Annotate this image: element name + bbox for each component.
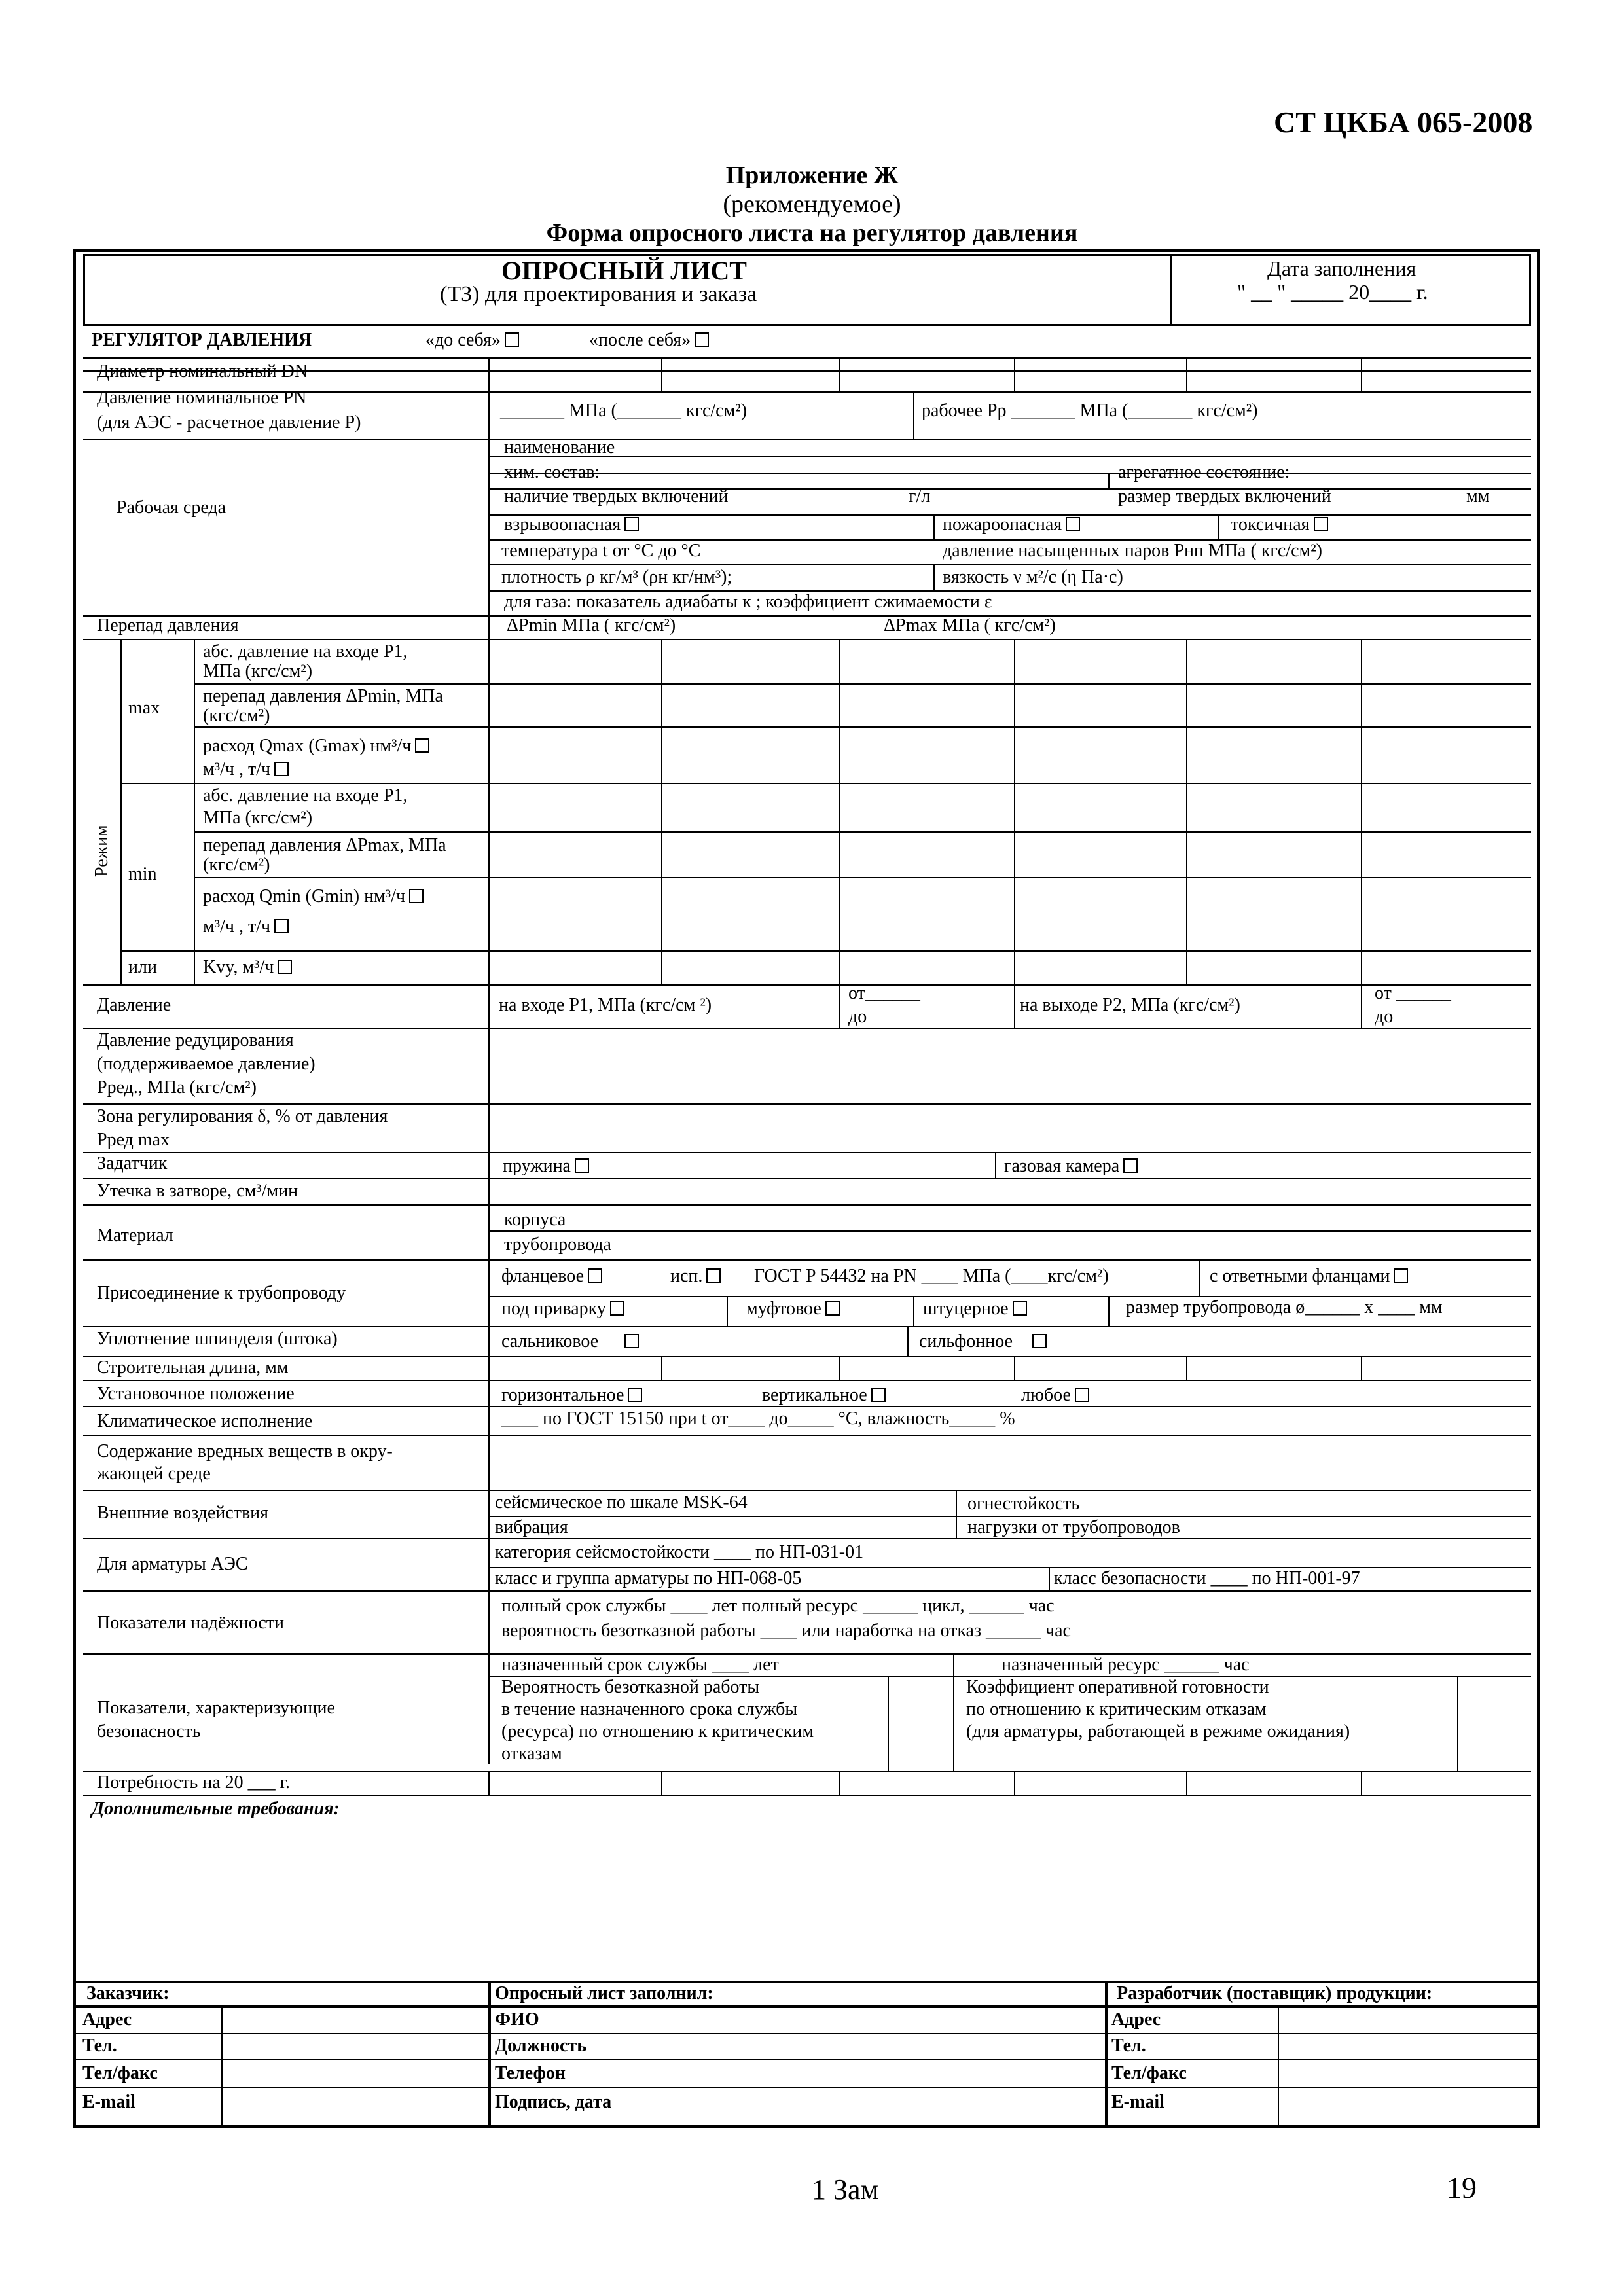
bellows-option: сильфонное (919, 1331, 1047, 1352)
max-q-line2: м³/ч , т/ч (203, 759, 289, 780)
vertical-checkbox[interactable] (871, 1388, 886, 1402)
extra-requirements-label: Дополнительные требования: (92, 1799, 340, 1819)
customer-tel: Тел. (82, 2036, 117, 2056)
length-label: Строительная длина, мм (97, 1357, 289, 1378)
qmin-th-checkbox[interactable] (274, 919, 289, 933)
coef-line2: по отношению к критическим отказам (966, 1699, 1267, 1719)
customer-address: Адрес (82, 2009, 132, 2030)
qmin-nm3-checkbox[interactable] (409, 889, 424, 903)
pin-option: штуцерное (923, 1299, 1027, 1319)
horizontal-option: горизонтальное (501, 1385, 642, 1406)
date-label: Дата заполнения (1267, 257, 1416, 280)
climate-value: ____ по ГОСТ 15150 при t от____ до_____ °С, влажность_____ % (501, 1408, 1015, 1429)
max-label: max (128, 698, 160, 718)
kv-label: Kvy, м³/ч (203, 957, 292, 978)
min-q-line2: м³/ч , т/ч (203, 916, 289, 937)
developer-address: Адрес (1111, 2009, 1161, 2030)
prob-line2: в течение назначенного срока службы (501, 1699, 798, 1719)
pressure-out: на выходе P2, МПа (кгс/см²) (1020, 995, 1240, 1015)
appendix-title: Приложение Ж (725, 162, 899, 189)
any-checkbox[interactable] (1075, 1388, 1089, 1402)
medium-solid: наличие твердых включений (504, 486, 729, 507)
min-q-line1: расход Qmin (Gmin) нм³/ч (203, 886, 424, 907)
change-note: 1 Зам (812, 2174, 879, 2206)
medium-size: размер твердых включений (1118, 486, 1331, 507)
external-label: Внешние воздействия (97, 1503, 269, 1523)
gland-option: сальниковое (501, 1331, 639, 1352)
bellows-checkbox[interactable] (1032, 1334, 1047, 1348)
dp-max-field: ΔPmax МПа ( кгс/см²) (884, 615, 1056, 636)
appendix-note: (рекомендуемое) (723, 190, 901, 218)
filled-by-header: Опросный лист заполнил: (495, 1983, 713, 2003)
prob-line1: Вероятность безотказной работы (501, 1677, 760, 1697)
npp-label: Для арматуры АЭС (97, 1554, 248, 1574)
medium-fire: пожароопасная (943, 514, 1080, 535)
medium-viscosity: вязкость ν м²/с (η Па·с) (943, 567, 1123, 587)
filler-signature: Подпись, дата (495, 2092, 612, 2112)
medium-label: Рабочая среда (117, 497, 226, 518)
min-label: min (128, 864, 157, 884)
qmax-nm3-checkbox[interactable] (415, 738, 429, 753)
pressure-in-to[interactable]: до (848, 1007, 867, 1027)
pressure-in-from[interactable]: от______ (848, 983, 920, 1003)
min-dpmax-line2: (кгс/см²) (203, 855, 270, 875)
filler-phone: Телефон (495, 2063, 566, 2083)
material-body: корпуса (504, 1210, 566, 1230)
counter-flange-option: с ответными фланцами (1210, 1266, 1408, 1287)
coupling-checkbox[interactable] (825, 1301, 840, 1316)
max-q-line1: расход Qmax (Gmax) нм³/ч (203, 736, 429, 757)
vibration-field: вибрация (495, 1517, 568, 1537)
or-label: или (128, 957, 157, 977)
max-p1-line2: МПа (кгс/см²) (203, 661, 313, 681)
explosive-checkbox[interactable] (624, 517, 639, 531)
standard-code: СТ ЦКБА 065-2008 (1274, 105, 1533, 139)
medium-mm: мм (1466, 486, 1490, 507)
spring-checkbox[interactable] (575, 1158, 589, 1173)
pipe-load-field: нагрузки от трубопроводов (967, 1517, 1180, 1537)
customer-email: E-mail (82, 2092, 135, 2112)
coef-line1: Коэффициент оперативной готовности (966, 1677, 1269, 1697)
medium-chem: хим. состав: (504, 462, 600, 482)
class-group-field: класс и группа арматуры по НП-068-05 (495, 1568, 802, 1588)
regulator-label: РЕГУЛЯТОР ДАВЛЕНИЯ (92, 330, 312, 350)
developer-fax: Тел/факс (1111, 2063, 1187, 2083)
filler-fio: ФИО (495, 2009, 539, 2030)
questionnaire-title: ОПРОСНЫЙ ЛИСТ (501, 256, 747, 285)
seismic-field: сейсмическое по шкале MSK-64 (495, 1492, 748, 1513)
reliability-prob-field: вероятность безотказной работы ____ или наработка на отказ ______ час (501, 1621, 1071, 1641)
max-dpmin-line2: (кгс/см²) (203, 706, 270, 726)
prob-line3: (ресурса) по отношению к критическим (501, 1721, 814, 1742)
gas-chamber-option: газовая камера (1004, 1156, 1138, 1177)
setter-label: Задатчик (97, 1153, 168, 1174)
pin-checkbox[interactable] (1013, 1301, 1027, 1316)
prob-line4: отказам (501, 1744, 562, 1764)
medium-explosive: взрывоопасная (504, 514, 639, 535)
pressure-in: на входе P1, МПа (кгс/см ²) (499, 995, 712, 1015)
gost-field: ГОСТ Р 54432 на PN ____ МПа (____кгс/см²) (754, 1266, 1109, 1286)
before-label: «до себя» (425, 330, 519, 351)
reliability-label: Показатели надёжности (97, 1613, 284, 1633)
material-label: Материал (97, 1225, 173, 1246)
pipe-size-field: размер трубопровода ø______ х ____ мм (1126, 1297, 1443, 1318)
any-option: любое (1021, 1385, 1089, 1406)
medium-name: наименование (504, 437, 615, 457)
pn-work-field[interactable]: рабочее Pр _______ МПа (_______ кгс/см²) (922, 401, 1258, 421)
min-p1-line1: абс. давление на входе P1, (203, 785, 408, 806)
counter-flange-checkbox[interactable] (1394, 1268, 1408, 1283)
min-p1-line2: МПа (кгс/см²) (203, 808, 313, 828)
form-title: Форма опросного листа на регулятор давления (546, 219, 1078, 247)
harmful-line1: Содержание вредных веществ в окру- (97, 1441, 393, 1462)
min-dpmax-line1: перепад давления ΔPmax, МПа (203, 835, 446, 855)
pn-label-npp: (для АЭС - расчетное давление P) (97, 412, 361, 433)
qmax-th-checkbox[interactable] (274, 762, 289, 776)
weld-checkbox[interactable] (610, 1301, 624, 1316)
assigned-resource-field: назначенный ресурс ______ час (1001, 1655, 1250, 1675)
filler-position: Должность (495, 2036, 587, 2056)
mode-label: Режим (92, 825, 112, 877)
safety-line1: Показатели, характеризующие (97, 1698, 335, 1718)
flange-option: фланцевое (501, 1266, 602, 1287)
pn-label: Давление номинальное PN (97, 387, 307, 408)
pressure-out-to[interactable]: до (1375, 1007, 1394, 1027)
climate-label: Климатическое исполнение (97, 1411, 313, 1431)
developer-tel: Тел. (1111, 2036, 1146, 2056)
leak-label: Утечка в затворе, см³/мин (97, 1181, 298, 1201)
coef-line3: (для арматуры, работающей в режиме ожидания) (966, 1721, 1350, 1742)
material-pipe: трубопровода (504, 1234, 611, 1255)
dn-label: Диаметр номинальный DN (97, 361, 308, 382)
pn-mpa-field[interactable]: _______ МПа (_______ кгс/см²) (500, 401, 748, 421)
safety-line2: безопасность (97, 1721, 201, 1742)
fire-checkbox[interactable] (1066, 517, 1080, 531)
max-p1-line1: абс. давление на входе P1, (203, 641, 408, 662)
medium-vapor: давление насыщенных паров Pнп МПа ( кгс/см²) (943, 541, 1322, 561)
after-label: «после себя» (589, 330, 709, 351)
assigned-life-field: назначенный срок службы ____ лет (501, 1655, 779, 1675)
dp-min-field: ΔPmin МПа ( кгс/см²) (507, 615, 676, 636)
seismic-category-field: категория сейсмостойкости ____ по НП-031-01 (495, 1542, 864, 1562)
pressure-out-from[interactable]: от ______ (1375, 983, 1451, 1003)
customer-header: Заказчик: (86, 1983, 170, 2003)
page-number: 19 (1447, 2171, 1477, 2204)
reduction-line1: Давление редуцирования (97, 1030, 294, 1050)
isp-checkbox[interactable] (706, 1268, 721, 1283)
medium-gl: г/л (909, 486, 931, 507)
kv-checkbox[interactable] (278, 960, 292, 974)
dp-label: Перепад давления (97, 615, 239, 636)
before-checkbox[interactable] (505, 332, 519, 347)
medium-gas: для газа: показатель адиабаты к ; коэффициент сжимаемости ε (504, 592, 992, 612)
connection-label: Присоединение к трубопроводу (97, 1283, 346, 1303)
questionnaire-subtitle: (ТЗ) для проектирования и заказа (440, 282, 757, 306)
vertical-option: вертикальное (762, 1385, 886, 1406)
safety-class-field: класс безопасности ____ по НП-001-97 (1054, 1568, 1360, 1588)
weld-option: под приварку (501, 1299, 624, 1319)
medium-toxic: токсичная (1231, 514, 1328, 535)
need-label: Потребность на 20 ___ г. (97, 1772, 290, 1793)
pressure-label: Давление (97, 995, 171, 1015)
gas-chamber-checkbox[interactable] (1123, 1158, 1138, 1173)
fire-resistance-field: огнестойкость (967, 1494, 1080, 1514)
spring-option: пружина (503, 1156, 589, 1177)
reduction-line3: Pред., МПа (кгс/см²) (97, 1077, 257, 1098)
horizontal-checkbox[interactable] (628, 1388, 642, 1402)
reduction-line2: (поддерживаемое давление) (97, 1054, 316, 1074)
isp-option: исп. (670, 1266, 721, 1287)
developer-email: E-mail (1111, 2092, 1164, 2112)
full-life-field: полный срок службы ____ лет полный ресурс ______ цикл, ______ час (501, 1596, 1055, 1616)
install-label: Установочное положение (97, 1384, 295, 1404)
gland-checkbox[interactable] (624, 1334, 639, 1348)
max-dpmin-line1: перепад давления ΔPmin, МПа (203, 686, 443, 706)
customer-fax: Тел/факс (82, 2063, 158, 2083)
after-checkbox[interactable] (695, 332, 709, 347)
coupling-option: муфтовое (746, 1299, 840, 1319)
medium-temp: температура t от °С до °С (501, 541, 701, 561)
harmful-line2: жающей среде (97, 1463, 211, 1484)
zone-line2: Pред max (97, 1130, 170, 1150)
developer-header: Разработчик (поставщик) продукции: (1117, 1983, 1433, 2003)
medium-density: плотность ρ кг/м³ (ρн кг/нм³); (501, 567, 732, 587)
date-value: " __ " _____ 20____ г. (1237, 280, 1428, 304)
zone-line1: Зона регулирования δ, % от давления (97, 1106, 388, 1126)
seal-label: Уплотнение шпинделя (штока) (97, 1329, 338, 1349)
medium-aggregate: агрегатное состояние: (1118, 462, 1290, 482)
toxic-checkbox[interactable] (1314, 517, 1328, 531)
flange-checkbox[interactable] (588, 1268, 602, 1283)
